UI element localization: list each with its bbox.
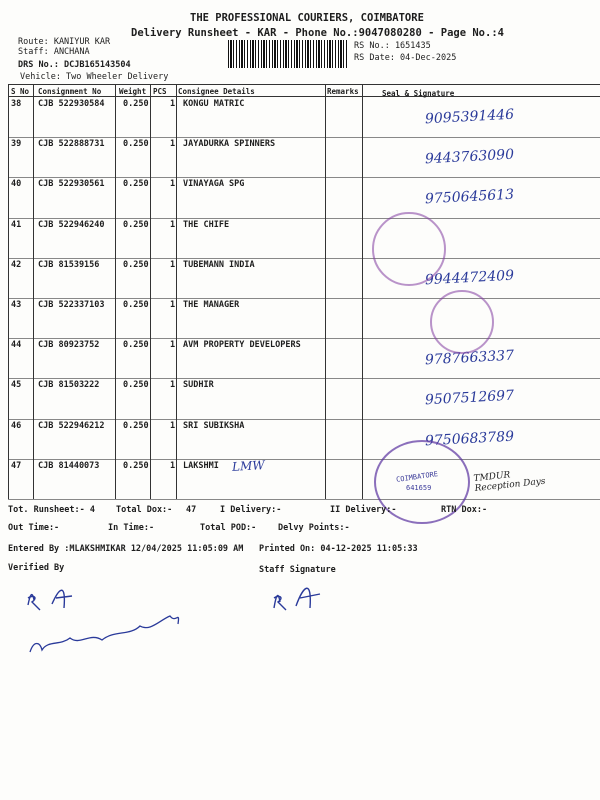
column-divider — [33, 84, 34, 499]
row-pcs: 1 — [170, 139, 176, 150]
row-sno: 42 — [11, 259, 22, 270]
column-divider — [362, 84, 363, 499]
row-sno: 46 — [11, 420, 22, 431]
row-consignment: CJB 522930584 — [38, 99, 105, 109]
round-seal-stamp — [430, 290, 494, 354]
row-signature: 9787663337 — [424, 347, 515, 369]
row-consignee: LAKSHMI — [183, 460, 219, 471]
row-consignment: CJB 81503222 — [38, 380, 100, 391]
row-pcs: 1 — [170, 380, 176, 391]
column-divider — [325, 84, 326, 499]
row-consignment: CJB 80923752 — [38, 340, 100, 351]
verified-by: Verified By — [8, 563, 65, 573]
row-sno: 44 — [11, 340, 22, 351]
seal-pin: 641659 — [406, 484, 432, 492]
staff-signature-label: Staff Signature — [259, 565, 336, 575]
in-time: In Time:- — [108, 523, 155, 533]
seal-city: COIMBATORE — [395, 470, 439, 484]
row-consignment: CJB 81539156 — [38, 259, 100, 270]
column-divider — [8, 84, 9, 499]
row-weight: 0.250 — [123, 460, 149, 471]
row-signature: 9507512697 — [424, 388, 515, 409]
ii-delivery: II Delivery:- — [330, 505, 397, 515]
route-label: Route: KANIYUR KAR — [18, 37, 111, 47]
drs-label: DRS No.: DCJB165143504 — [18, 60, 131, 70]
row-divider — [8, 137, 600, 138]
row-sno: 39 — [11, 139, 22, 150]
row-weight: 0.250 — [123, 139, 149, 150]
rtn-dox: RTN Dox:- — [441, 505, 488, 515]
company-title: THE PROFESSIONAL COURIERS, COIMBATORE — [190, 12, 424, 24]
row-consignee: KONGU MATRIC — [183, 99, 245, 109]
verifier-signature — [20, 580, 200, 670]
reception-stamp: TMDUR Reception Days — [473, 470, 546, 495]
col-seal: Seal & Signature — [382, 89, 455, 98]
vehicle-label: Vehicle: Two Wheeler Delivery — [20, 72, 169, 82]
total-pod: Total POD:- — [200, 523, 257, 533]
total-dox: Total Dox:- — [116, 505, 173, 515]
row-consignee: SRI SUBIKSHA — [183, 420, 245, 431]
out-time: Out Time:- — [8, 523, 60, 533]
col-weight: Weight — [119, 87, 147, 96]
row-divider — [8, 298, 600, 299]
row-pcs: 1 — [170, 420, 176, 431]
row-pcs: 1 — [170, 99, 176, 109]
row-signature: 9750683789 — [424, 428, 515, 449]
i-delivery: I Delivery:- — [220, 505, 282, 515]
row-weight: 0.250 — [123, 420, 149, 431]
row-signature: 9944472409 — [424, 267, 515, 289]
row-divider — [8, 338, 600, 339]
barcode — [228, 40, 348, 68]
col-consignment: Consignment No — [38, 87, 102, 96]
row-consignment: CJB 522946212 — [38, 420, 105, 431]
col-remarks: Remarks — [327, 87, 359, 96]
row-sno: 45 — [11, 380, 22, 391]
row-consignee: SUDHIR — [183, 380, 214, 391]
row-pcs: 1 — [170, 340, 176, 351]
col-consignee: Consignee Details — [178, 87, 255, 96]
row-divider — [8, 378, 600, 379]
total-runsheet: Tot. Runsheet:- 4 — [8, 505, 95, 515]
row-consignment: CJB 81440073 — [38, 460, 100, 471]
row-consignment: CJB 522946240 — [38, 219, 105, 230]
rs-no: RS No.: 1651435 — [354, 41, 431, 51]
total-dox-value: 47 — [186, 505, 197, 515]
row-pcs: 1 — [170, 300, 176, 310]
col-sno: S No — [11, 87, 30, 96]
col-pcs: PCS — [153, 87, 167, 96]
row-pcs: 1 — [170, 460, 176, 471]
row-consignment: CJB 522337103 — [38, 300, 105, 310]
row-sno: 43 — [11, 300, 22, 310]
row-weight: 0.250 — [123, 380, 149, 391]
delivery-points: Delvy Points:- — [278, 523, 350, 533]
row-sno: 40 — [11, 179, 22, 190]
column-divider — [176, 84, 177, 499]
runsheet-title: Delivery Runsheet - KAR - Phone No.:9047080280 - Page No.:4 — [131, 27, 504, 39]
printed-on: Printed On: 04-12-2025 11:05:33 — [259, 544, 418, 554]
rs-date: RS Date: 04-Dec-2025 — [354, 53, 457, 63]
column-divider — [115, 84, 116, 499]
office-seal-stamp — [372, 212, 446, 286]
row-pcs: 1 — [170, 259, 176, 270]
entered-by: Entered By :MLAKSHMIKAR 12/04/2025 11:05:09 AM — [8, 544, 244, 554]
staff-label: Staff: ANCHANA — [18, 47, 90, 57]
row-pcs: 1 — [170, 179, 176, 190]
row-sno: 41 — [11, 219, 22, 230]
row-weight: 0.250 — [123, 219, 149, 230]
row-consignee: VINAYAGA SPG — [183, 179, 245, 190]
row-signature: 9095391446 — [424, 106, 515, 128]
row-weight: 0.250 — [123, 179, 149, 190]
column-divider — [150, 84, 151, 499]
row-signature: LMW — [231, 457, 265, 474]
row-weight: 0.250 — [123, 300, 149, 310]
row-consignment: CJB 522930561 — [38, 179, 105, 190]
row-divider — [8, 499, 600, 500]
row-consignment: CJB 522888731 — [38, 139, 105, 150]
row-consignee: THE MANAGER — [183, 300, 240, 310]
row-consignee: JAYADURKA SPINNERS — [183, 139, 276, 150]
row-sno: 47 — [11, 460, 22, 471]
row-signature: 9443763090 — [424, 146, 515, 168]
row-sno: 38 — [11, 99, 22, 109]
staff-signature — [268, 578, 338, 618]
row-divider — [8, 177, 600, 178]
row-consignee: THE CHIFE — [183, 219, 230, 230]
row-weight: 0.250 — [123, 340, 149, 351]
row-weight: 0.250 — [123, 99, 149, 109]
row-consignee: AVM PROPERTY DEVELOPERS — [183, 340, 301, 351]
row-pcs: 1 — [170, 219, 176, 230]
row-consignee: TUBEMANN INDIA — [183, 259, 255, 270]
row-signature: 9750645613 — [424, 187, 515, 208]
row-weight: 0.250 — [123, 259, 149, 270]
